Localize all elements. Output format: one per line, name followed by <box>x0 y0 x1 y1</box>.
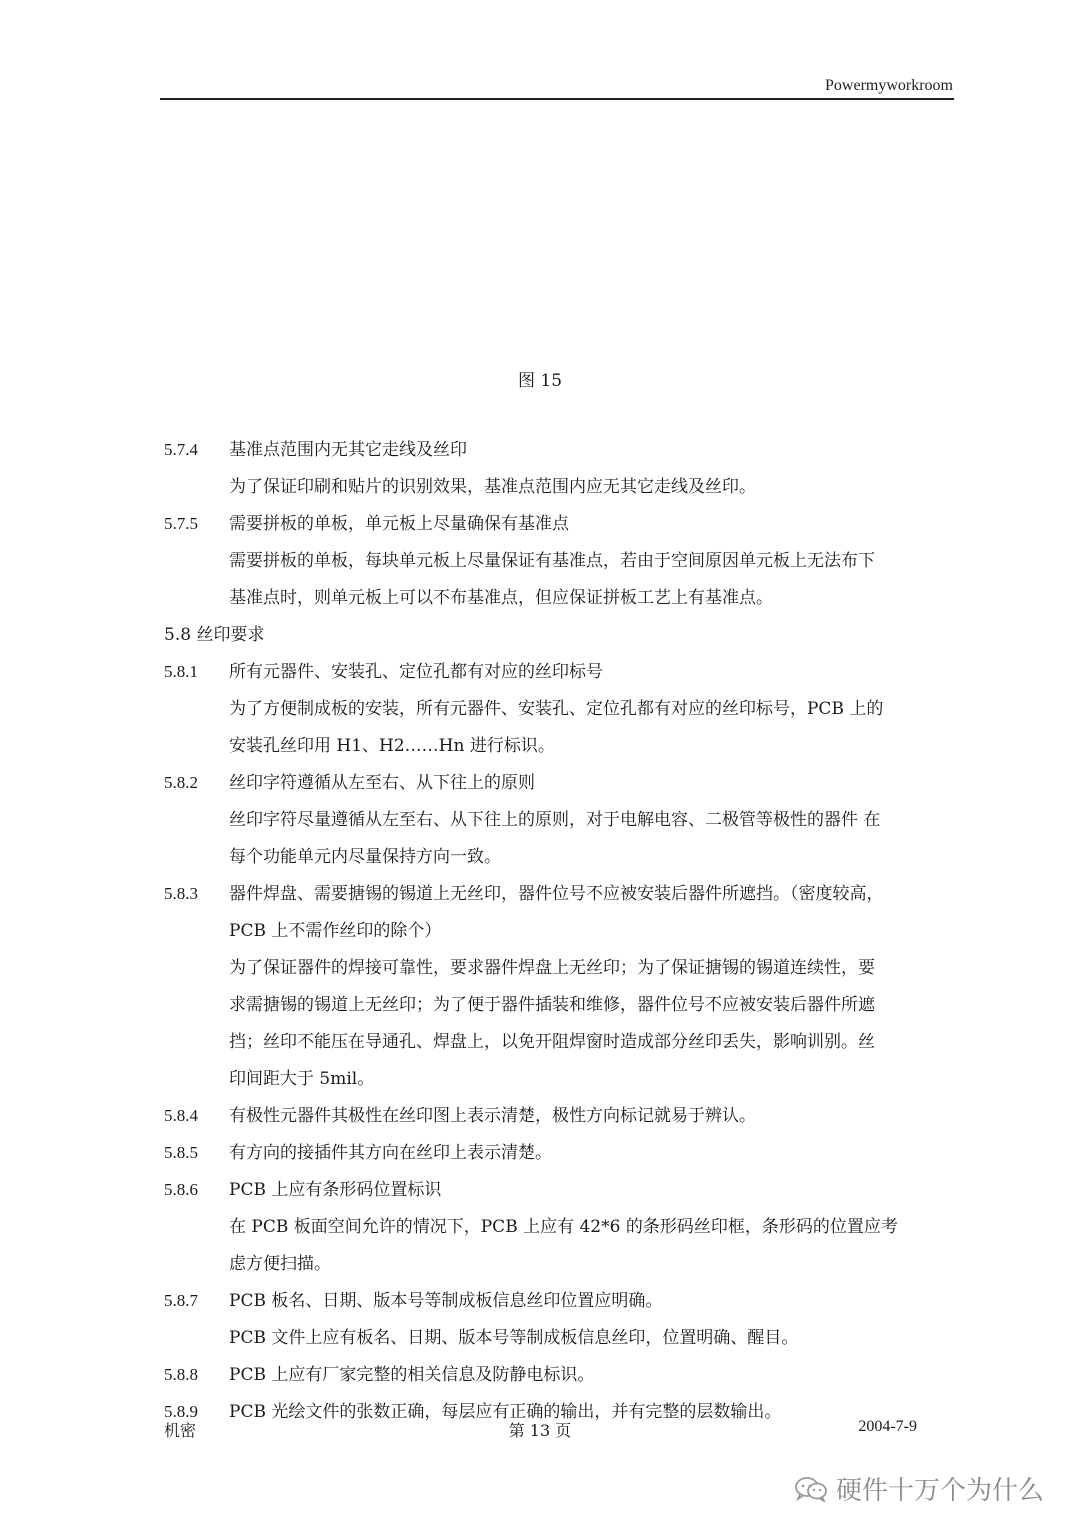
footer-date: 2004-7-9 <box>858 1418 917 1435</box>
item-heading: PCB 光绘文件的张数正确，每层应有正确的输出，并有完整的层数输出。 <box>229 1402 782 1422</box>
paragraph-line <box>160 547 960 584</box>
figure-caption: 图 15 <box>517 371 563 391</box>
item-heading: 需要拼板的单板，单元板上尽量确保有基准点 <box>229 514 569 534</box>
paragraph-text: PCB 上不需作丝印的除个） <box>229 921 442 941</box>
item-heading: 器件焊盘、需要搪锡的锡道上无丝印，器件位号不应被安装后器件所遮挡。（密度较高， <box>229 884 884 904</box>
paragraph-line <box>160 917 960 954</box>
paragraph-line <box>160 991 960 1028</box>
paragraph-text: 为了方便制成板的安装，所有元器件、安装孔、定位孔都有对应的丝印标号，PCB 上的 <box>229 699 884 719</box>
watermark-text: 硬件十万个为什么 <box>835 1476 1044 1506</box>
paragraph-line <box>160 954 960 991</box>
paragraph-line <box>160 695 960 732</box>
item-heading: 基准点范围内无其它走线及丝印 <box>229 440 467 460</box>
footer-page-number: 第 13 页 <box>508 1421 572 1440</box>
paragraph-line <box>160 806 960 843</box>
item-number: 5.8.2 <box>164 773 198 792</box>
header-rule <box>160 98 954 100</box>
paragraph-text: 需要拼板的单板，每块单元板上尽量保证有基准点，若由于空间原因单元板上无法布下 <box>229 551 875 571</box>
paragraph-text: 为了保证器件的焊接可靠性，要求器件焊盘上无丝印；为了保证搪锡的锡道连续性，要 <box>229 958 875 978</box>
numbered-item-row <box>160 1176 960 1213</box>
numbered-item-row <box>160 510 960 547</box>
section-heading: 5.8 丝印要求 <box>164 625 265 645</box>
paragraph-line <box>160 1065 960 1102</box>
item-number: 5.7.5 <box>164 514 198 533</box>
paragraph-line <box>160 473 960 510</box>
wechat-icon <box>794 1476 828 1502</box>
item-number: 5.8.1 <box>164 662 198 681</box>
paragraph-text: 印间距大于 5mil。 <box>229 1069 375 1089</box>
header-title: Powermyworkroom <box>825 77 953 94</box>
paragraph-text: 每个功能单元内尽量保持方向一致。 <box>229 847 501 867</box>
numbered-item-row <box>160 1139 960 1176</box>
item-heading: PCB 板名、日期、版本号等制成板信息丝印位置应明确。 <box>229 1291 663 1311</box>
watermark <box>794 1470 1044 1507</box>
footer-confidential: 机密 <box>164 1421 197 1440</box>
item-number: 5.8.5 <box>164 1143 198 1162</box>
paragraph-text: 虑方便扫描。 <box>229 1254 331 1274</box>
item-number: 5.8.8 <box>164 1365 198 1384</box>
item-number: 5.8.4 <box>164 1106 198 1125</box>
item-number: 5.8.6 <box>164 1180 198 1199</box>
numbered-item-row <box>160 658 960 695</box>
numbered-item-row <box>160 1102 960 1139</box>
item-heading: 有极性元器件其极性在丝印图上表示清楚，极性方向标记就易于辨认。 <box>229 1106 756 1126</box>
numbered-item-row <box>160 436 960 473</box>
paragraph-text: PCB 文件上应有板名、日期、版本号等制成板信息丝印，位置明确、醒目。 <box>229 1328 799 1348</box>
document-body <box>160 436 960 1435</box>
item-number: 5.8.9 <box>164 1402 198 1421</box>
item-heading: PCB 上应有条形码位置标识 <box>229 1180 442 1200</box>
paragraph-text: 安装孔丝印用 H1、H2……Hn 进行标识。 <box>229 736 555 756</box>
numbered-item-row <box>160 1361 960 1398</box>
paragraph-line <box>160 732 960 769</box>
paragraph-text: 在 PCB 板面空间允许的情况下，PCB 上应有 42*6 的条形码丝印框，条形码的位置应考 <box>229 1217 898 1237</box>
paragraph-line <box>160 1028 960 1065</box>
item-number: 5.8.7 <box>164 1291 198 1310</box>
paragraph-text: 基准点时，则单元板上可以不布基准点，但应保证拼板工艺上有基准点。 <box>229 588 773 608</box>
paragraph-text: 挡；丝印不能压在导通孔、焊盘上，以免开阻焊窗时造成部分丝印丢失，影响训别。丝 <box>229 1032 875 1052</box>
item-number: 5.7.4 <box>164 440 198 459</box>
paragraph-text: 丝印字符尽量遵循从左至右、从下往上的原则，对于电解电容、二极管等极性的器件 在 <box>229 810 881 830</box>
numbered-item-row <box>160 1287 960 1324</box>
numbered-item-row <box>160 880 960 917</box>
paragraph-line <box>160 1213 960 1250</box>
item-heading: 丝印字符遵循从左至右、从下往上的原则 <box>229 773 535 793</box>
item-number: 5.8.3 <box>164 884 198 903</box>
paragraph-text: 为了保证印刷和贴片的识别效果，基准点范围内应无其它走线及丝印。 <box>229 477 756 497</box>
paragraph-line <box>160 843 960 880</box>
item-heading: PCB 上应有厂家完整的相关信息及防静电标识。 <box>229 1365 595 1385</box>
section-heading-row <box>160 621 960 658</box>
paragraph-line <box>160 1324 960 1361</box>
paragraph-line <box>160 1250 960 1287</box>
item-heading: 有方向的接插件其方向在丝印上表示清楚。 <box>229 1143 552 1163</box>
item-heading: 所有元器件、安装孔、定位孔都有对应的丝印标号 <box>229 662 603 682</box>
numbered-item-row <box>160 769 960 806</box>
paragraph-text: 求需搪锡的锡道上无丝印；为了便于器件插装和维修，器件位号不应被安装后器件所遮 <box>229 995 875 1015</box>
paragraph-line <box>160 584 960 621</box>
